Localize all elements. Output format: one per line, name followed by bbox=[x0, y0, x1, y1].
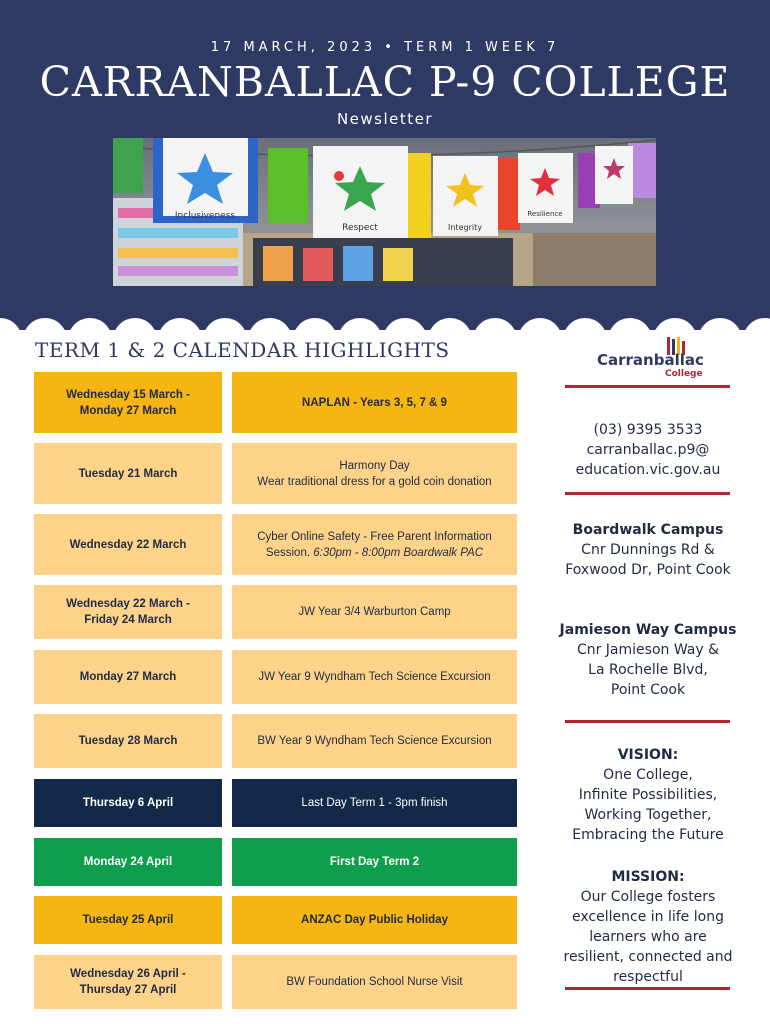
calendar-date-cell bbox=[34, 443, 222, 504]
logo-wordmark: Carranballac bbox=[597, 351, 704, 369]
logo-subtext: College bbox=[665, 369, 703, 379]
boardwalk-address-line: Cnr Dunnings Rd & bbox=[581, 542, 715, 558]
event-line: First Day Term 2 bbox=[329, 856, 420, 868]
jamieson-campus-block bbox=[556, 620, 740, 700]
college-title: CARRANBALLAC P-9 COLLEGE bbox=[39, 58, 731, 106]
event-line: Wear traditional dress for a gold coin donation bbox=[257, 475, 492, 488]
boardwalk-campus-heading: Boardwalk Campus bbox=[572, 522, 724, 538]
college-logo bbox=[595, 333, 705, 383]
newsletter-header bbox=[0, 0, 770, 330]
jamieson-address-line: Point Cook bbox=[610, 682, 686, 698]
jamieson-address-line: Cnr Jamieson Way & bbox=[576, 642, 720, 658]
calendar-event-cell bbox=[232, 650, 517, 704]
date-line: Monday 27 March bbox=[79, 404, 177, 417]
calendar-title: TERM 1 & 2 CALENDAR HIGHLIGHTS bbox=[35, 338, 450, 362]
calendar-date-cell bbox=[34, 514, 222, 575]
event-line: NAPLAN - Years 3, 5, 7 & 9 bbox=[302, 396, 447, 409]
mission-line: respectful bbox=[613, 969, 683, 985]
email-address-line2[interactable]: education.vic.gov.au bbox=[575, 462, 721, 478]
date-line: Tuesday 25 April bbox=[82, 914, 174, 926]
sidebar-divider bbox=[565, 987, 730, 990]
vision-line: One College, bbox=[603, 767, 693, 783]
event-line: BW Year 9 Wyndham Tech Science Excursion bbox=[257, 735, 492, 747]
date-line: Tuesday 28 March bbox=[78, 735, 178, 747]
date-line: Monday 24 April bbox=[83, 856, 173, 868]
contact-block bbox=[556, 420, 740, 480]
event-line: Session. bbox=[265, 546, 311, 559]
calendar-event-cell bbox=[232, 443, 517, 504]
flag-label-integrity: Integrity bbox=[448, 223, 482, 232]
calendar-event-cell bbox=[232, 714, 517, 768]
event-line: BW Foundation School Nurse Visit bbox=[286, 976, 463, 988]
flag-label-resilience: Resilience bbox=[527, 210, 563, 218]
mission-block bbox=[556, 867, 740, 987]
calendar-date-cell bbox=[34, 838, 222, 886]
date-line: Monday 27 March bbox=[79, 671, 177, 683]
issue-dateline: 17 MARCH, 2023 • TERM 1 WEEK 7 bbox=[210, 40, 560, 55]
vision-block bbox=[556, 745, 740, 845]
calendar-event-cell bbox=[232, 372, 517, 433]
event-line: JW Year 9 Wyndham Tech Science Excursion bbox=[258, 671, 491, 683]
calendar-date-cell bbox=[34, 372, 222, 433]
values-bunting-image bbox=[113, 138, 656, 286]
boardwalk-campus-block bbox=[556, 520, 740, 580]
newsletter-subtitle: Newsletter bbox=[336, 110, 434, 128]
calendar-event-cell bbox=[232, 955, 517, 1009]
sidebar-divider bbox=[565, 492, 730, 495]
calendar-event-cell bbox=[232, 779, 517, 827]
event-line: Cyber Online Safety - Free Parent Information bbox=[257, 530, 492, 543]
date-line: Friday 24 March bbox=[84, 614, 172, 626]
flag-label-inclusiveness: Inclusiveness bbox=[174, 211, 236, 221]
mission-line: resilient, connected and bbox=[563, 949, 733, 965]
flag-label-respect: Respect bbox=[342, 223, 378, 233]
boardwalk-address-line: Foxwood Dr, Point Cook bbox=[565, 562, 731, 578]
vision-line: Infinite Possibilities, bbox=[578, 787, 718, 803]
calendar-event-cell bbox=[232, 585, 517, 639]
mission-line: learners who are bbox=[589, 929, 707, 945]
vision-line: Embracing the Future bbox=[572, 827, 724, 843]
mission-heading: MISSION: bbox=[611, 869, 685, 885]
calendar-date-cell bbox=[34, 650, 222, 704]
calendar-date-cell bbox=[34, 714, 222, 768]
event-line: Harmony Day bbox=[339, 459, 410, 472]
calendar-event-cell bbox=[232, 838, 517, 886]
calendar-event-cell bbox=[232, 514, 517, 575]
jamieson-campus-heading: Jamieson Way Campus bbox=[559, 622, 737, 638]
sidebar-divider bbox=[565, 385, 730, 388]
jamieson-address-line: La Rochelle Blvd, bbox=[588, 662, 708, 678]
date-line: Wednesday 15 March - bbox=[66, 388, 190, 401]
header-photo bbox=[113, 138, 656, 286]
event-line: ANZAC Day Public Holiday bbox=[301, 914, 448, 926]
mission-line: excellence in life long bbox=[572, 909, 724, 925]
phone-number[interactable]: (03) 9395 3533 bbox=[593, 422, 703, 438]
event-line: Last Day Term 1 - 3pm finish bbox=[301, 797, 448, 809]
calendar-date-cell bbox=[34, 896, 222, 944]
event-line: JW Year 3/4 Warburton Camp bbox=[298, 606, 451, 618]
mission-line: Our College fosters bbox=[580, 889, 716, 905]
date-line: Wednesday 22 March bbox=[69, 538, 187, 551]
calendar-date-cell bbox=[34, 779, 222, 827]
date-line: Thursday 6 April bbox=[82, 797, 174, 809]
date-line: Tuesday 21 March bbox=[78, 467, 178, 480]
event-time: 6:30pm - 8:00pm Boardwalk PAC bbox=[313, 546, 484, 559]
calendar-date-cell bbox=[34, 585, 222, 639]
date-line: Thursday 27 April bbox=[79, 984, 177, 996]
date-line: Wednesday 26 April - bbox=[70, 968, 186, 980]
calendar-date-cell bbox=[34, 955, 222, 1009]
college-logo-image bbox=[595, 333, 705, 383]
vision-line: Working Together, bbox=[584, 807, 712, 823]
vision-heading: VISION: bbox=[617, 747, 679, 763]
email-address-line1[interactable]: carranballac.p9@ bbox=[586, 442, 710, 458]
date-line: Wednesday 22 March - bbox=[66, 598, 190, 610]
sidebar-divider bbox=[565, 720, 730, 723]
calendar-event-cell bbox=[232, 896, 517, 944]
